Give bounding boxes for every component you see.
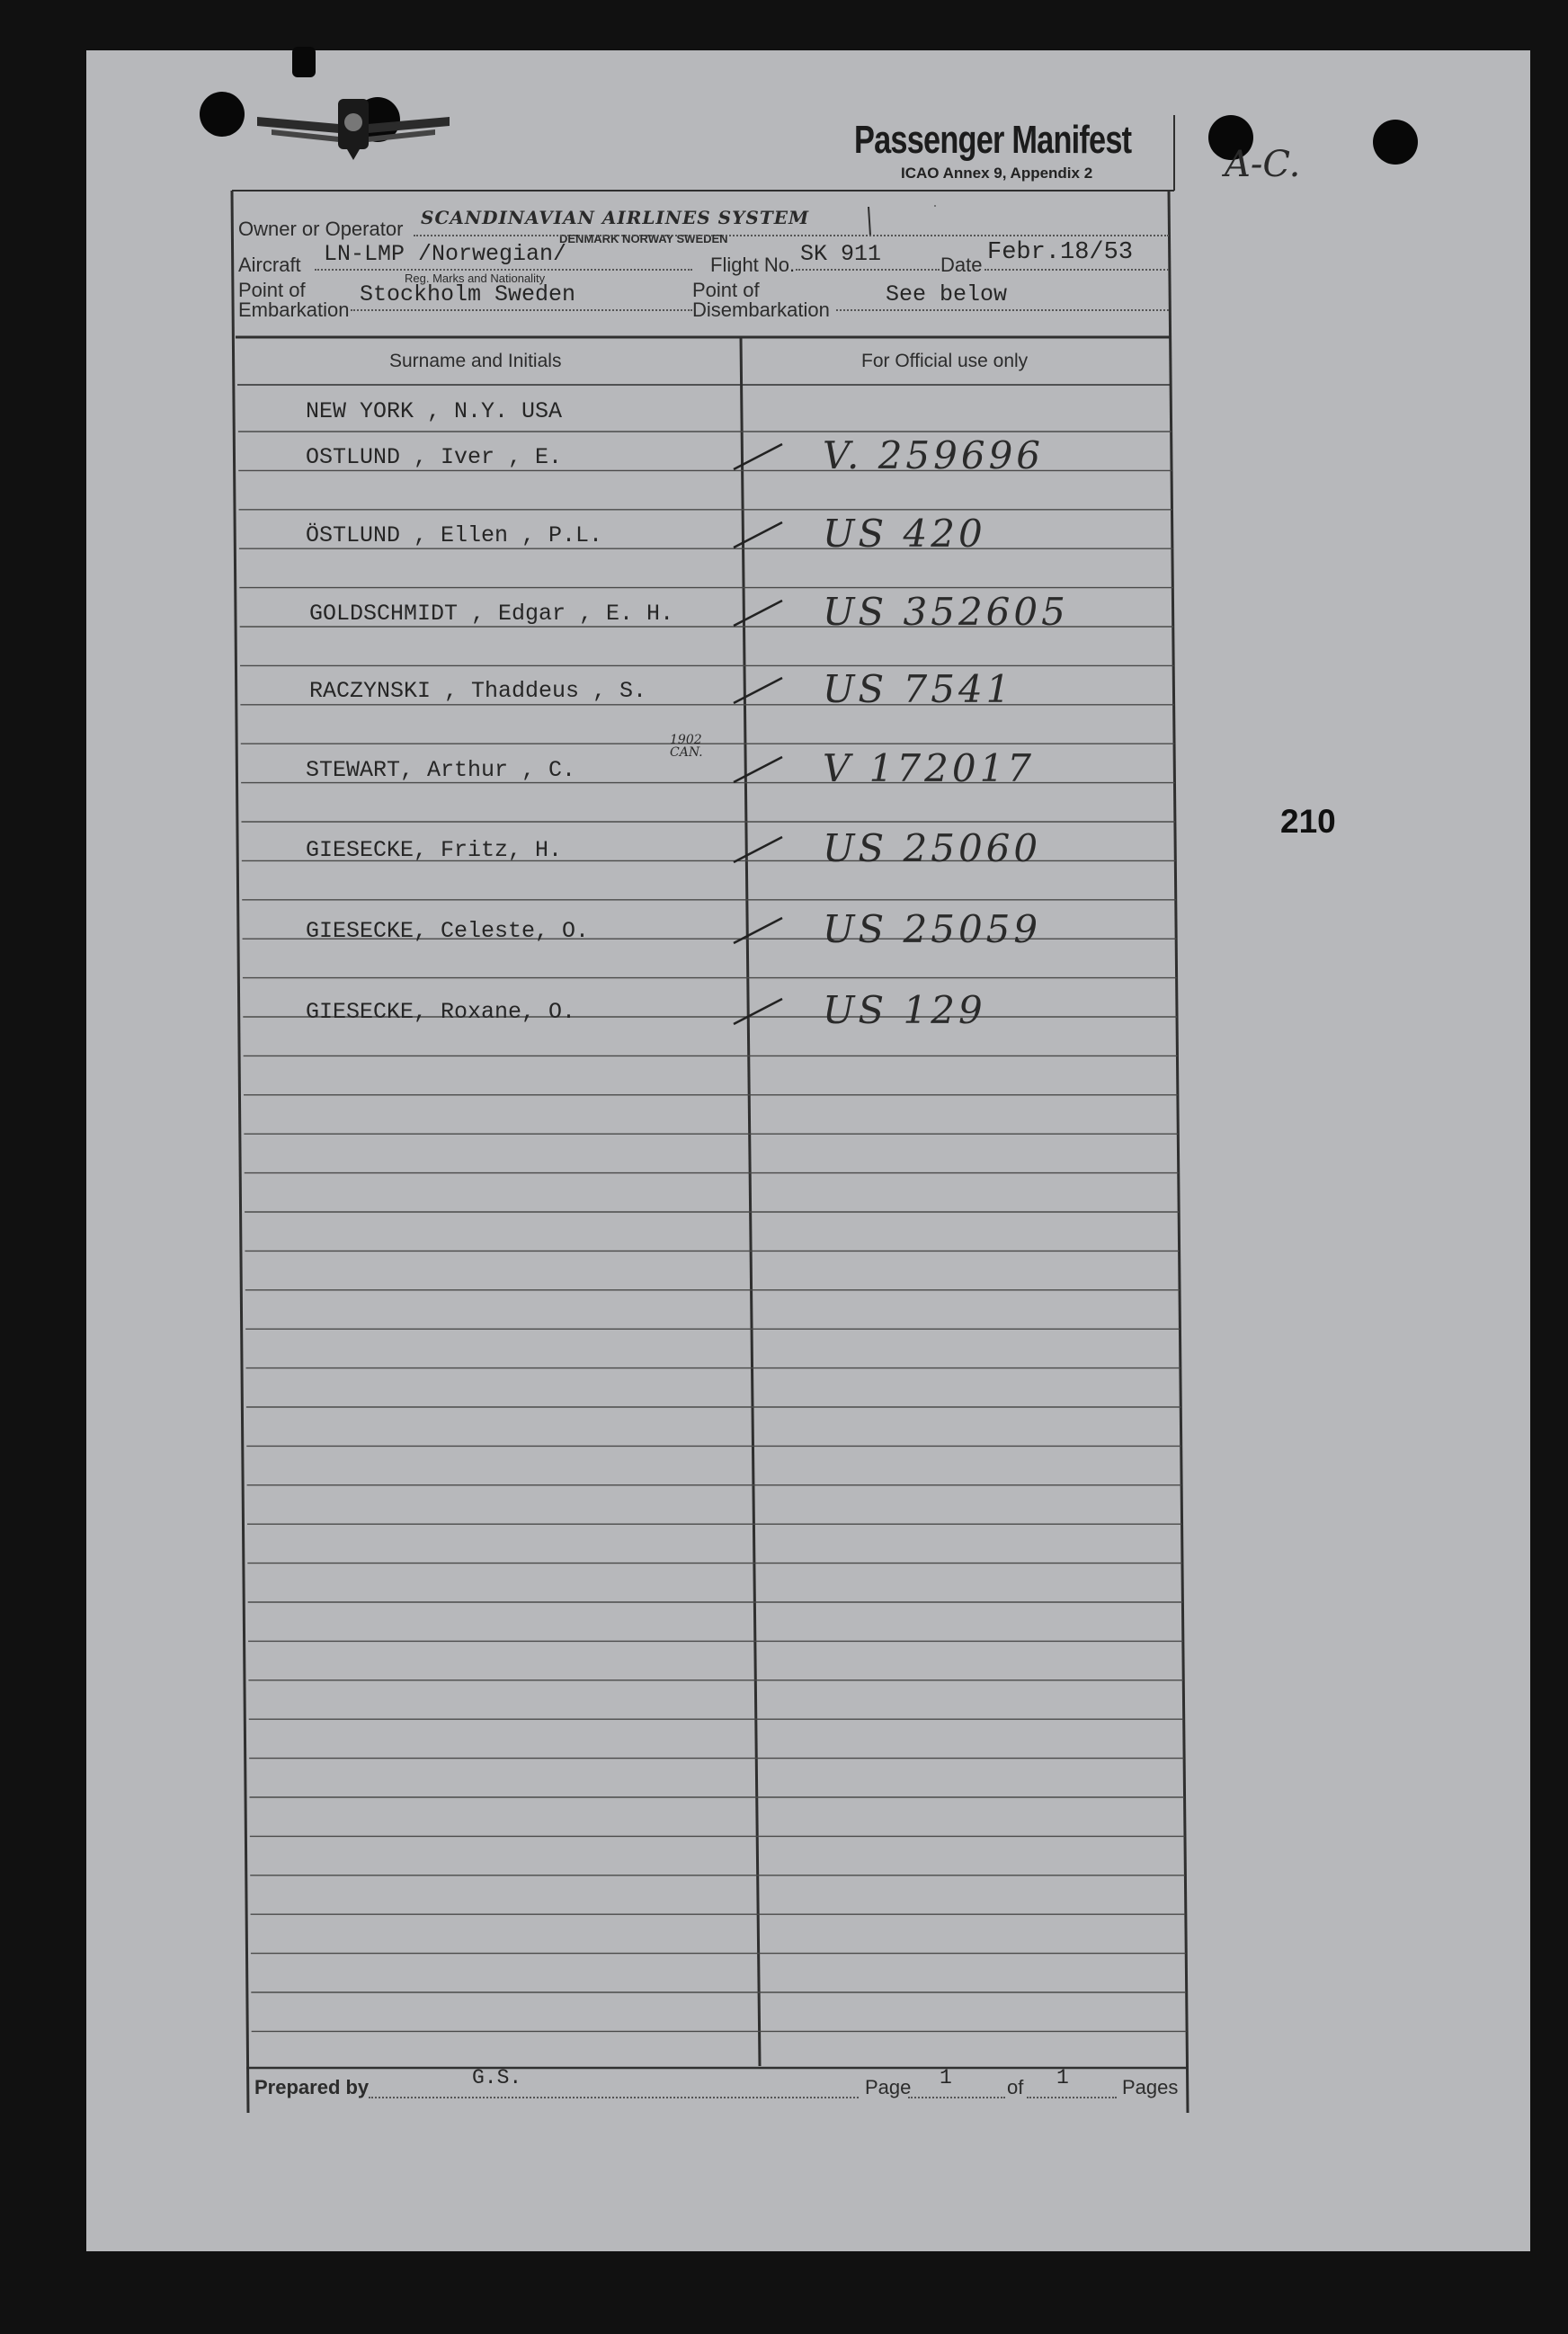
official-number: US 7541 bbox=[823, 667, 1014, 711]
passenger-name: STEWART, Arthur , C. bbox=[306, 757, 576, 783]
document-title: Passenger Manifest bbox=[854, 118, 1132, 162]
owner-value: SCANDINAVIAN AIRLINES SYSTEM bbox=[421, 207, 810, 228]
flight-label: Flight No. bbox=[710, 254, 796, 276]
date-underline bbox=[984, 269, 1169, 271]
check-mark-icon bbox=[730, 595, 784, 631]
owner-countries: DENMARK NORWAY SWEDEN bbox=[559, 232, 728, 245]
of-value: 1 bbox=[1056, 2066, 1069, 2089]
destination-row: NEW YORK , N.Y. USA bbox=[306, 398, 563, 424]
side-page-number: 210 bbox=[1280, 803, 1336, 840]
column-header-surname: Surname and Initials bbox=[389, 351, 562, 371]
official-number: US 25059 bbox=[823, 907, 1042, 951]
passenger-name: GIESECKE, Celeste, O. bbox=[306, 918, 590, 944]
owner-underline bbox=[414, 235, 1169, 236]
embark-underline bbox=[351, 309, 692, 311]
corner-note: A-C. bbox=[1225, 144, 1301, 185]
page-label: Page bbox=[865, 2076, 912, 2098]
passenger-name: GOLDSCHMIDT , Edgar , E. H. bbox=[309, 601, 674, 627]
aircraft-label: Aircraft bbox=[238, 254, 301, 276]
check-mark-icon bbox=[730, 752, 784, 788]
official-number: V 172017 bbox=[823, 746, 1036, 790]
passenger-name: ÖSTLUND , Ellen , P.L. bbox=[306, 522, 603, 548]
check-mark-icon bbox=[730, 993, 784, 1029]
prepared-underline bbox=[369, 2097, 859, 2098]
flight-value: SK 911 bbox=[800, 241, 882, 267]
official-number: US 420 bbox=[823, 512, 986, 556]
official-number: V. 259696 bbox=[823, 433, 1045, 477]
owner-label: Owner or Operator bbox=[238, 218, 404, 240]
check-mark-icon bbox=[730, 439, 784, 475]
of-underline bbox=[1027, 2097, 1117, 2098]
passenger-note: 1902 CAN. bbox=[670, 733, 703, 760]
of-label: of bbox=[1007, 2076, 1024, 2098]
pages-label: Pages bbox=[1122, 2076, 1179, 2098]
passenger-name: GIESECKE, Roxane, O. bbox=[306, 999, 576, 1025]
aircraft-value: LN-LMP /Norwegian/ bbox=[324, 241, 567, 267]
date-value: Febr.18/53 bbox=[987, 239, 1134, 266]
document-subtitle: ICAO Annex 9, Appendix 2 bbox=[901, 165, 1093, 182]
passenger-name: RACZYNSKI , Thaddeus , S. bbox=[309, 678, 647, 704]
disembark-label-2: Disembarkation bbox=[692, 298, 830, 321]
disembark-underline bbox=[836, 309, 1169, 311]
aircraft-caption: Reg. Marks and Nationality bbox=[405, 272, 546, 285]
date-label: Date bbox=[940, 254, 983, 276]
check-mark-icon bbox=[730, 517, 784, 553]
check-mark-icon bbox=[730, 913, 784, 949]
passenger-name: GIESECKE, Fritz, H. bbox=[306, 837, 563, 863]
page-underline bbox=[908, 2097, 1005, 2098]
aircraft-underline bbox=[315, 269, 692, 271]
flight-underline bbox=[796, 269, 940, 271]
prepared-value: G.S. bbox=[472, 2066, 522, 2089]
column-header-official: For Official use only bbox=[861, 351, 1029, 371]
official-number: US 352605 bbox=[823, 590, 1069, 634]
disembark-label: Point of bbox=[692, 279, 760, 301]
embark-value: Stockholm Sweden bbox=[360, 281, 576, 307]
official-number: US 25060 bbox=[823, 826, 1042, 870]
prepared-label: Prepared by bbox=[254, 2076, 370, 2098]
disembark-value: See below bbox=[886, 281, 1008, 307]
check-mark-icon bbox=[730, 673, 784, 708]
check-mark-icon bbox=[730, 832, 784, 868]
page-value: 1 bbox=[940, 2066, 952, 2089]
embark-label-2: Embarkation bbox=[238, 298, 350, 321]
embark-label: Point of bbox=[238, 279, 306, 301]
passenger-name: OSTLUND , Iver , E. bbox=[306, 444, 563, 470]
official-number: US 129 bbox=[823, 988, 986, 1032]
